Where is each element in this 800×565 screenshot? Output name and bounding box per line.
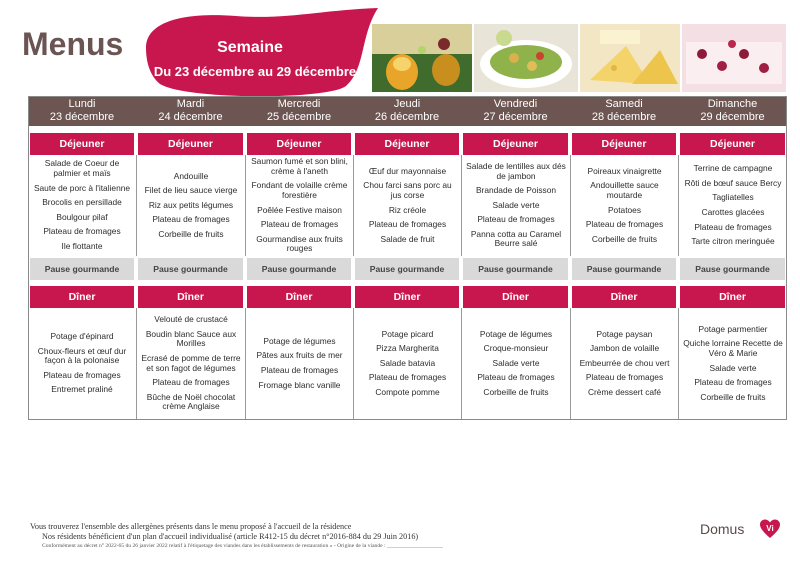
lunch-band: Déjeuner bbox=[138, 133, 243, 155]
dish: Potage de légumes bbox=[479, 328, 553, 339]
dish: Compote pomme bbox=[375, 386, 440, 397]
dish: Plateau de fromages bbox=[585, 219, 664, 230]
day-date: 26 décembre bbox=[374, 111, 440, 123]
dish: Plateau de fromages bbox=[694, 377, 772, 388]
day-header bbox=[461, 96, 570, 126]
cherry-clafoutis-photo bbox=[682, 24, 786, 92]
snack-band: Pause gourmande bbox=[355, 258, 459, 280]
dinner-band: Dîner bbox=[30, 286, 134, 308]
dish: Salade de lentilles aux dés de jambon bbox=[466, 160, 566, 181]
day-name: Dimanche bbox=[707, 98, 758, 110]
individual-plan-note: Nos résidents bénéficient d'un plan d'accueil individualisé (article R412-15 du décret n°2016-884 du 29 Juin 2016) bbox=[42, 532, 419, 541]
dish: Fromage blanc vanille bbox=[258, 379, 341, 390]
day-name: Vendredi bbox=[493, 98, 538, 110]
dish: Potage paysan bbox=[596, 328, 653, 339]
dish: Pâtes aux fruits de mer bbox=[256, 350, 343, 361]
dish: Tagliatelles bbox=[712, 192, 754, 203]
dish: Crème dessert café bbox=[587, 386, 662, 397]
dish: Potage de légumes bbox=[263, 335, 336, 346]
day-header bbox=[353, 96, 461, 126]
day-name: Lundi bbox=[68, 98, 96, 110]
dish: Plateau de fromages bbox=[260, 365, 339, 375]
logo-mark-text: Vi bbox=[766, 524, 774, 533]
day-date: 23 décembre bbox=[49, 111, 115, 123]
dish: Filet de lieu sauce vierge bbox=[144, 185, 238, 196]
dinner-band: Dîner bbox=[463, 286, 568, 308]
dinner-band: Dîner bbox=[138, 286, 243, 308]
pasta-salad-photo bbox=[474, 24, 578, 92]
lunch-menu-cell bbox=[353, 155, 461, 256]
dish: Andouillette sauce moutarde bbox=[590, 180, 659, 200]
dish: Corbeille de fruits bbox=[700, 391, 766, 402]
weekly-menu-grid bbox=[28, 96, 787, 420]
day-date: 29 décembre bbox=[700, 111, 765, 123]
dish: Salade verte bbox=[492, 357, 540, 368]
dinner-menu-cell bbox=[678, 308, 787, 419]
dish: Saute de porc à l'italienne bbox=[33, 182, 131, 193]
lunch-band: Déjeuner bbox=[680, 133, 785, 155]
snack-band: Pause gourmande bbox=[463, 258, 568, 280]
lunch-menu-cell bbox=[28, 155, 136, 256]
dish: Plateau de fromages bbox=[43, 226, 121, 237]
dish: Ile flottante bbox=[61, 240, 103, 251]
dish: Plateau de fromages bbox=[585, 372, 664, 383]
meat-origin-note: Conformément au décret n° 2022-65 du 26 janvier 2022 relatif à l'étiquetage des viandes dans les établissements de restauration » - Origine de la viande : ____________________ bbox=[42, 543, 443, 549]
dish: Poêlée Festive maison bbox=[257, 204, 342, 215]
dinner-menu-cell bbox=[461, 308, 570, 419]
dish: Tarte citron meringuée bbox=[691, 236, 775, 247]
dish: Riz aux petits légumes bbox=[148, 199, 234, 210]
dinner-menu-cell bbox=[570, 308, 678, 419]
lunch-menu-cell bbox=[461, 155, 570, 256]
dish: Plateau de fromages bbox=[368, 372, 447, 383]
dish: Poireaux vinaigrette bbox=[587, 165, 662, 176]
week-date-range: Du 23 décembre au 29 décembre bbox=[153, 64, 357, 79]
day-header bbox=[245, 96, 353, 126]
dinner-band: Dîner bbox=[355, 286, 459, 308]
allergens-note: Vous trouverez l'ensemble des allergènes présents dans le menu proposé à l'accueil de la résidence bbox=[30, 522, 352, 531]
dinner-menu-cell bbox=[136, 308, 245, 419]
day-header bbox=[678, 96, 787, 126]
dinner-band: Dîner bbox=[572, 286, 676, 308]
dish: Brandade de Poisson bbox=[475, 185, 557, 196]
domusvi-heart-icon bbox=[759, 518, 781, 540]
dish: Salade de Coeur de palmier et maïs bbox=[44, 158, 120, 179]
lunch-menu-cell bbox=[136, 155, 245, 256]
dish: Plateau de fromages bbox=[43, 369, 121, 380]
page-title: Menus bbox=[22, 26, 124, 62]
dish: Gourmandise aux fruits rouges bbox=[256, 233, 343, 254]
dish: Bûche de Noël chocolat crème Anglaise bbox=[146, 391, 236, 412]
dish: Fondant de volaille crème forestière bbox=[251, 180, 348, 200]
week-label: Semaine bbox=[217, 39, 283, 56]
dish: Terrine de campagne bbox=[693, 163, 773, 174]
dish: Boudin blanc Sauce aux Morilles bbox=[145, 328, 237, 349]
dish: Plateau de fromages bbox=[152, 214, 230, 225]
dish: Plateau de fromages bbox=[477, 372, 555, 383]
lunch-band: Déjeuner bbox=[247, 133, 351, 155]
dish: Velouté de crustacé bbox=[154, 314, 228, 325]
dish: Corbeille de fruits bbox=[591, 233, 658, 244]
dish: Andouille bbox=[173, 170, 209, 181]
dish: Embeurrée de chou vert bbox=[579, 357, 670, 368]
dish: Plateau de fromages bbox=[152, 377, 230, 388]
snack-band: Pause gourmande bbox=[30, 258, 134, 280]
snack-band: Pause gourmande bbox=[680, 258, 785, 280]
dish: Plateau de fromages bbox=[260, 219, 339, 230]
dish: Choux-fleurs et œuf dur façon à la polonaise bbox=[37, 345, 127, 366]
lunch-band: Déjeuner bbox=[30, 133, 134, 155]
dish: Corbeille de fruits bbox=[158, 228, 224, 239]
dish: Salade verte bbox=[492, 199, 540, 210]
dish: Saumon fumé et son blini, crème à l'aneth bbox=[251, 156, 348, 176]
dish: Ecrasé de pomme de terre et son fagot de légumes bbox=[141, 352, 241, 373]
dessert-verrine-photo bbox=[372, 24, 472, 92]
dish: Chou farci sans porc au jus corse bbox=[363, 180, 452, 200]
dish: Salade batavia bbox=[379, 357, 436, 368]
dish: Quiche lorraine Recette de Véro & Marie bbox=[683, 338, 783, 358]
dish: Pizza Margherita bbox=[376, 343, 439, 354]
dish: Œuf dur mayonnaise bbox=[368, 165, 447, 176]
day-name: Mercredi bbox=[277, 98, 321, 110]
dish: Entremet praliné bbox=[51, 384, 113, 395]
lunch-band: Déjeuner bbox=[355, 133, 459, 155]
day-date: 27 décembre bbox=[483, 111, 548, 123]
lunch-menu-cell bbox=[570, 155, 678, 256]
dinner-band: Dîner bbox=[247, 286, 351, 308]
dish: Carottes glacées bbox=[701, 207, 765, 217]
lunch-menu-cell bbox=[678, 155, 787, 256]
dish: Plateau de fromages bbox=[477, 214, 555, 225]
snack-band: Pause gourmande bbox=[247, 258, 351, 280]
dish: Riz créole bbox=[388, 204, 427, 215]
day-date: 28 décembre bbox=[591, 111, 657, 123]
dish: Jambon de volaille bbox=[589, 343, 660, 354]
lunch-band: Déjeuner bbox=[463, 133, 568, 155]
dinner-menu-cell bbox=[28, 308, 136, 419]
dish: Salade verte bbox=[709, 362, 757, 373]
day-name: Jeudi bbox=[393, 98, 421, 110]
lunch-band: Déjeuner bbox=[572, 133, 676, 155]
snack-band: Pause gourmande bbox=[138, 258, 243, 280]
dish: Corbeille de fruits bbox=[483, 386, 549, 397]
dinner-menu-cell bbox=[245, 308, 353, 419]
dish: Potage d'épinard bbox=[50, 331, 114, 342]
day-name: Mardi bbox=[176, 98, 205, 110]
day-date: 25 décembre bbox=[266, 111, 332, 123]
day-header bbox=[136, 96, 245, 126]
dinner-menu-cell bbox=[353, 308, 461, 419]
dish: Croque-monsieur bbox=[483, 343, 549, 354]
dish: Potage parmentier bbox=[698, 323, 768, 334]
dish: Boulgour pilaf bbox=[56, 211, 108, 222]
dish: Plateau de fromages bbox=[368, 219, 447, 230]
snack-band: Pause gourmande bbox=[572, 258, 676, 280]
dish: Plateau de fromages bbox=[694, 221, 772, 232]
dish: Rôti de bœuf sauce Bercy bbox=[684, 177, 782, 188]
domusvi-logo-text: Domus bbox=[700, 521, 745, 537]
day-header bbox=[570, 96, 678, 126]
day-header bbox=[28, 96, 136, 126]
dish: Potage picard bbox=[381, 328, 434, 339]
day-name: Samedi bbox=[605, 98, 643, 110]
day-date: 24 décembre bbox=[158, 111, 223, 123]
dish: Potatoes bbox=[607, 204, 642, 215]
cheese-platter-photo bbox=[580, 24, 680, 92]
dish: Salade de fruit bbox=[380, 233, 435, 244]
dinner-band: Dîner bbox=[680, 286, 785, 308]
dish: Brocolis en persillade bbox=[42, 197, 122, 208]
dish: Panna cotta au Caramel Beurre salé bbox=[470, 228, 562, 249]
lunch-menu-cell bbox=[245, 155, 353, 256]
